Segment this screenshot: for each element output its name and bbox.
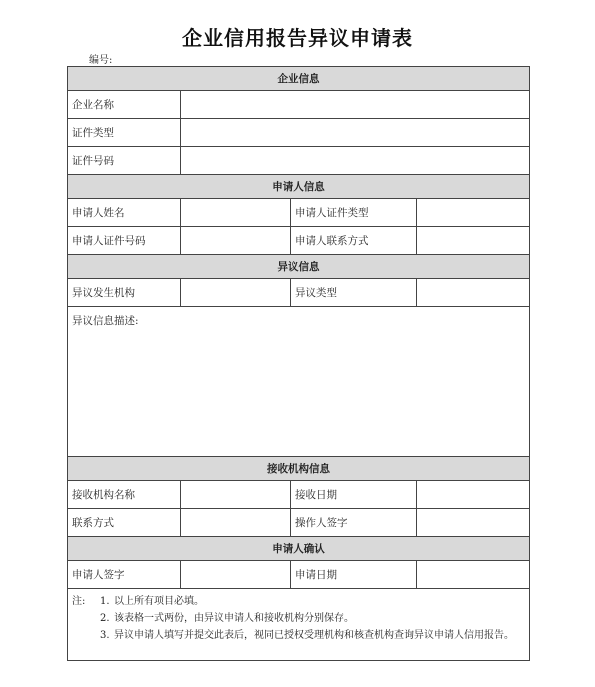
field-label: 申请人联系方式: [291, 227, 417, 255]
field-label: 接收日期: [291, 481, 417, 509]
note-number: 3.: [100, 630, 110, 641]
operator-signature-input[interactable]: [417, 509, 530, 537]
note-line: [72, 610, 529, 627]
form-row: [68, 307, 530, 457]
contact-input[interactable]: [181, 509, 291, 537]
field-label: 异议类型: [291, 279, 417, 307]
note-text: 该表格一式两份，由异议申请人和接收机构分别保存。: [114, 613, 354, 624]
form-title: 企业信用报告异议申请表: [182, 26, 413, 50]
cert-type-input[interactable]: [181, 119, 530, 147]
field-label: 证件号码: [68, 147, 181, 175]
field-label: 证件类型: [68, 119, 181, 147]
apply-date-input[interactable]: [417, 561, 530, 589]
section-title: 申请人信息: [68, 175, 530, 199]
applicant-cert-type-input[interactable]: [417, 199, 530, 227]
receive-date-input[interactable]: [417, 481, 530, 509]
objection-application-form: [67, 66, 530, 661]
notes-prefix: 注:: [72, 596, 86, 607]
form-row: [68, 279, 530, 307]
field-label: 联系方式: [68, 509, 181, 537]
document-number-label: 编号:: [89, 55, 113, 66]
notes-row: [68, 589, 530, 661]
applicant-contact-input[interactable]: [417, 227, 530, 255]
form-row: [68, 561, 530, 589]
note-text: 以上所有项目必填。: [114, 596, 204, 607]
field-label: 申请日期: [291, 561, 417, 589]
section-title: 接收机构信息: [68, 457, 530, 481]
section-title: 异议信息: [68, 255, 530, 279]
field-label: 异议发生机构: [68, 279, 181, 307]
form-row: [68, 509, 530, 537]
field-label: 申请人姓名: [68, 199, 181, 227]
field-label: 企业名称: [68, 91, 181, 119]
section-title: 申请人确认: [68, 537, 530, 561]
note-line: [72, 593, 529, 610]
cert-no-input[interactable]: [181, 147, 530, 175]
receiver-org-input[interactable]: [181, 481, 291, 509]
notes-cell: [68, 589, 530, 661]
form-row: [68, 199, 530, 227]
form-row: [68, 227, 530, 255]
applicant-name-input[interactable]: [181, 199, 291, 227]
company-name-input[interactable]: [181, 91, 530, 119]
section-header-enterprise: [68, 67, 530, 91]
field-label: 申请人证件类型: [291, 199, 417, 227]
field-label: 操作人签字: [291, 509, 417, 537]
field-label: 接收机构名称: [68, 481, 181, 509]
objection-description-area[interactable]: 异议信息描述:: [68, 307, 530, 457]
objection-org-input[interactable]: [181, 279, 291, 307]
form-row: [68, 91, 530, 119]
section-header-applicant: [68, 175, 530, 199]
note-text: 异议申请人填写并提交此表后，视同已授权受理机构和核查机构查询异议申请人信用报告。: [114, 630, 514, 641]
applicant-signature-input[interactable]: [181, 561, 291, 589]
section-header-objection: [68, 255, 530, 279]
form-row: [68, 119, 530, 147]
objection-type-input[interactable]: [417, 279, 530, 307]
note-number: 2.: [100, 613, 110, 624]
field-label: 申请人签字: [68, 561, 181, 589]
applicant-cert-no-input[interactable]: [181, 227, 291, 255]
section-header-confirm: [68, 537, 530, 561]
section-header-receiver: [68, 457, 530, 481]
form-row: [68, 481, 530, 509]
note-line: [72, 627, 529, 644]
form-row: [68, 147, 530, 175]
field-label: 申请人证件号码: [68, 227, 181, 255]
section-title: 企业信息: [68, 67, 530, 91]
note-number: 1.: [100, 596, 110, 607]
